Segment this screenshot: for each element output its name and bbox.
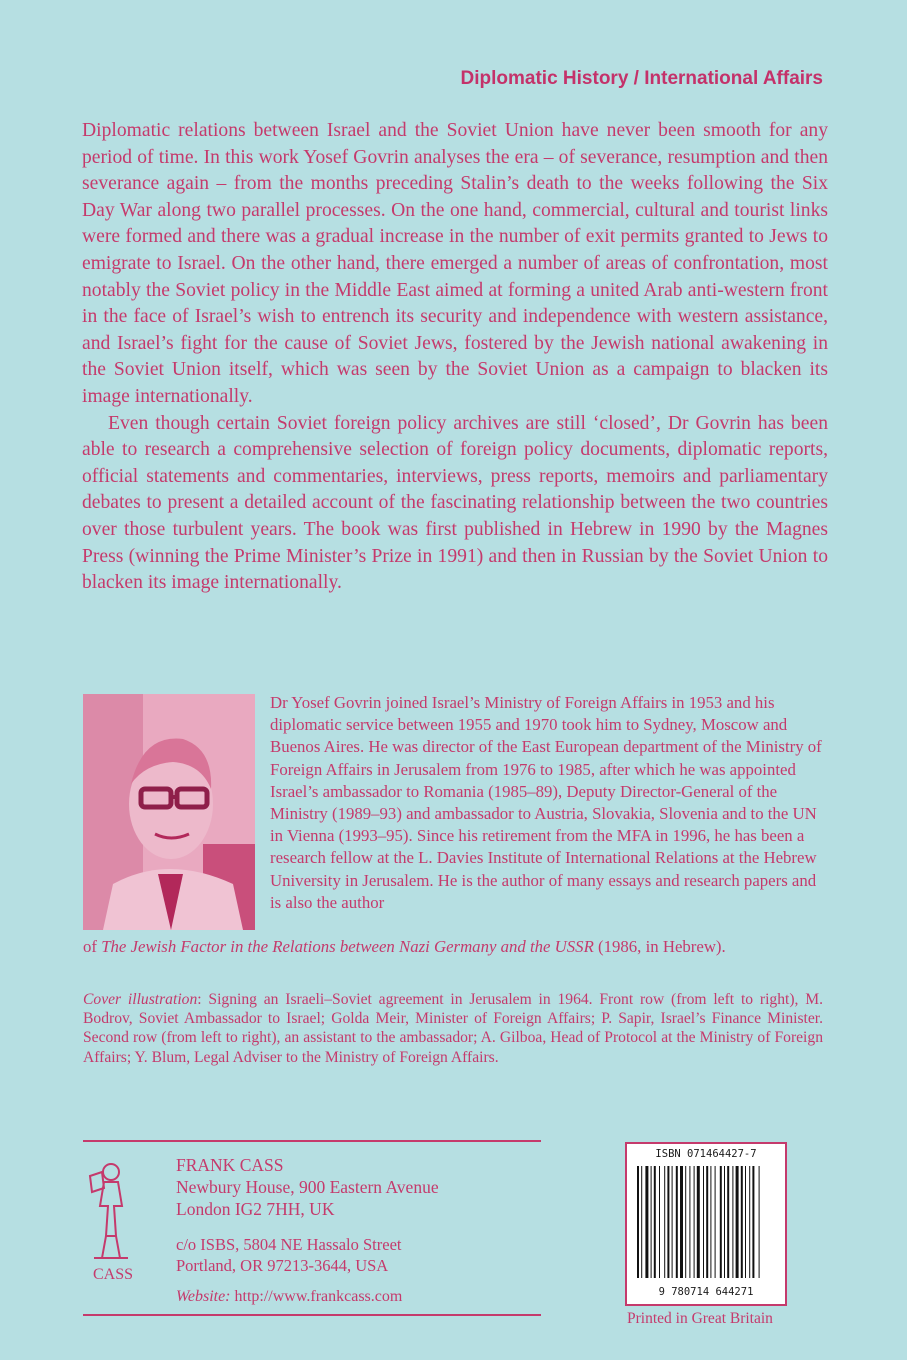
blurb-paragraph-2: Even though certain Soviet foreign policy archives are still ‘closed’, Dr Govrin has been able to research a comprehensive selection of foreign policy documents, diplomatic reports, official statements and commentaries, interviews, press reports, memoirs and parliamentary debates to present a detailed account of the fascinating relationship between the two countries over those turbulent years. The book was first published in Hebrew in 1990 by the Magnes Press (winning the Prime Minister’s Prize in 1991) and then in Russian by the Soviet Union to blacken its image internationally. <box>82 412 828 594</box>
us-address-line-2: Portland, OR 97213-3644, USA <box>176 1256 389 1275</box>
barcode-bar <box>641 1166 642 1278</box>
cover-illustration-caption <box>83 990 823 1067</box>
bottom-divider <box>83 1314 541 1316</box>
barcode-bar <box>741 1166 743 1278</box>
publisher-us-address <box>176 1234 401 1276</box>
barcode-bar <box>651 1166 652 1278</box>
barcode-bar <box>732 1166 733 1278</box>
barcode-bar <box>749 1166 750 1278</box>
barcode-bar <box>685 1166 686 1278</box>
category-heading: Diplomatic History / International Affairs <box>460 68 823 89</box>
publisher-website <box>176 1288 402 1306</box>
top-divider <box>83 1140 541 1142</box>
barcode-bar <box>689 1166 690 1278</box>
author-biography-tail <box>83 936 828 958</box>
barcode-bar <box>694 1166 695 1278</box>
barcode-bar <box>745 1166 746 1278</box>
uk-address-line-2: London IG2 7HH, UK <box>176 1199 335 1219</box>
barcode-bar <box>637 1166 639 1278</box>
website-label: Website: <box>176 1288 231 1305</box>
barcode-bar <box>667 1166 669 1278</box>
barcode-bar <box>710 1166 711 1278</box>
publisher-name: FRANK CASS <box>176 1155 284 1175</box>
barcode-bar <box>676 1166 678 1278</box>
caption-lead: Cover illustration <box>83 991 198 1008</box>
isbn-label: ISBN 071464427-7 <box>655 1148 757 1160</box>
blurb-paragraph-1: Diplomatic relations between Israel and the Soviet Union have never been smooth for any period of time. In this work Yosef Govrin analyses the era – of severance, resumption and then severance again – from the months preceding Stalin’s death to the weeks following the Six Day War along two parallel processes. On the one hand, commercial, cultural and tourist links were formed and there was a gradual increase in the number of exit permits granted to Jews to emigrate to Israel. On the other hand, there emerged a number of areas of confrontation, most notably the Soviet policy in the Middle East aimed at forming a united Arab anti-western front in the face of Israel’s wish to entrench its security and independence with western assistance, and Israel’s fight for the cause of Soviet Jews, fostered by the Jewish national awakening in the Soviet Union itself, which was seen by the Soviet Union as a campaign to blacken its image internationally. <box>82 120 828 407</box>
barcode-bar <box>659 1166 660 1278</box>
barcode-bar <box>736 1166 739 1278</box>
barcode-bars-icon <box>635 1166 777 1282</box>
author-biography: Dr Yosef Govrin joined Israel’s Ministry of Foreign Affairs in 1953 and his diplomatic service between 1955 and 1970 took him to Sydney, Moscow and Buenos Aires. He was director of the East European department of the Ministry of Foreign Affairs in Jerusalem from 1976 to 1985, after which he was appointed Israel’s ambassador to Romania (1985–89), Deputy Director-General of the Ministry (1989–93) and ambassador to Austria, Slovakia, Slovenia and to the UN in Vienna (1993–95). Since his retirement from the MFA in 1996, he has been a research fellow at the L. Davies Institute of International Relations at the Hebrew University in Jerusalem. He is the author of many essays and research papers and is also the author <box>270 693 822 912</box>
caption-text: : Signing an Israeli–Soviet agreement in Jerusalem in 1964. Front row (from left to right), M. Bodrov, Soviet Ambassador to Israel; Golda Meir, Minister of Foreign Affairs; P. Sapir, Israel’s Finance Minister. Second row (from left to right), an assistant to the ambassador; A. Gilboa, Head of Protocol at the Ministry of Foreign Affairs; Y. Blum, Legal Adviser to the Ministry of Foreign Affairs. <box>83 991 824 1066</box>
publisher-logo-icon <box>84 1158 136 1268</box>
uk-address-line-1: Newbury House, 900 Eastern Avenue <box>176 1177 439 1197</box>
publisher-logo-label: CASS <box>93 1266 134 1283</box>
book-title: The Jewish Factor in the Relations between Nazi Germany and the USSR <box>101 937 594 956</box>
printed-in: Printed in Great Britain <box>627 1310 773 1327</box>
barcode-bar <box>720 1166 722 1278</box>
barcode-bar <box>759 1166 760 1278</box>
barcode-bar <box>715 1166 716 1278</box>
barcode-bar <box>724 1166 725 1278</box>
barcode-bar <box>697 1166 700 1278</box>
isbn-barcode <box>625 1142 787 1306</box>
barcode-bar <box>664 1166 665 1278</box>
author-photo <box>83 694 255 930</box>
bio-tail-prefix: of <box>83 937 97 956</box>
barcode-bar <box>703 1166 704 1278</box>
barcode-bar <box>654 1166 656 1278</box>
barcode-bar <box>706 1166 708 1278</box>
barcode-bar <box>672 1166 673 1278</box>
barcode-bar <box>752 1166 754 1278</box>
barcode-bar <box>680 1166 683 1278</box>
publisher-uk-address <box>176 1154 439 1220</box>
barcode-bar <box>645 1166 648 1278</box>
barcode-bar <box>727 1166 729 1278</box>
book-blurb <box>82 118 828 597</box>
website-url[interactable]: http://www.frankcass.com <box>234 1288 403 1305</box>
bio-tail-suffix: (1986, in Hebrew). <box>598 937 726 956</box>
us-address-line-1: c/o ISBS, 5804 NE Hassalo Street <box>176 1235 402 1254</box>
ean-number: 9 780714 644271 <box>658 1286 754 1298</box>
